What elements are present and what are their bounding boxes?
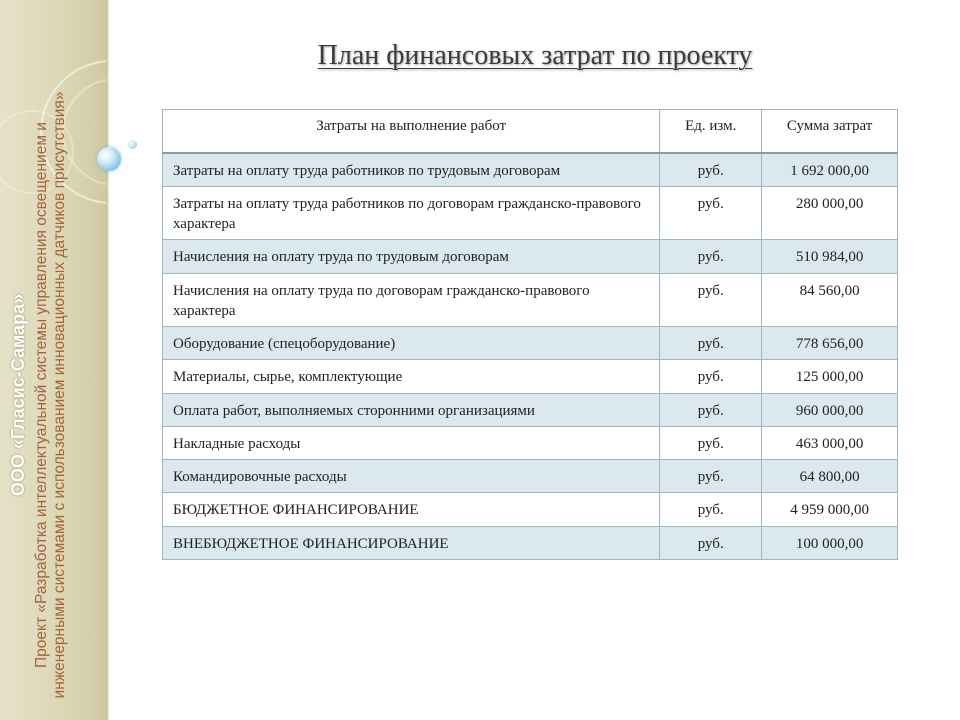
unit-cell: руб. — [660, 493, 762, 526]
table-row — [163, 153, 898, 187]
sum-cell: 125 000,00 — [762, 360, 898, 393]
table-row — [163, 460, 898, 493]
cost-item-cell: Начисления на оплату труда по трудовым договорам — [163, 240, 660, 273]
cost-item-cell: Командировочные расходы — [163, 460, 660, 493]
project-description: Проект «Разработка интеллектуальной системы управления освещением и инженерными системами с использованием инновационных датчиков присутствия» — [32, 91, 68, 699]
sidebar-divider — [106, 0, 109, 720]
unit-cell: руб. — [660, 460, 762, 493]
table-row — [163, 493, 898, 526]
decorative-ring — [62, 78, 106, 186]
header-unit: Ед. изм. — [660, 110, 762, 153]
cost-item-cell: Материалы, сырье, комплектующие — [163, 360, 660, 393]
cost-item-cell: Затраты на оплату труда работников по трудовым договорам — [163, 153, 660, 187]
unit-cell: руб. — [660, 327, 762, 360]
sum-cell: 4 959 000,00 — [762, 493, 898, 526]
unit-cell: руб. — [660, 426, 762, 459]
sum-cell: 84 560,00 — [762, 273, 898, 327]
unit-cell: руб. — [660, 273, 762, 327]
header-cost-item: Затраты на выполнение работ — [163, 110, 660, 153]
sidebar — [0, 0, 106, 720]
sidebar-vertical-text — [8, 85, 68, 705]
cost-item-cell: Начисления на оплату труда по договорам гражданско-правового характера — [163, 273, 660, 327]
table-header-row — [163, 110, 898, 153]
cost-item-cell: Оборудование (спецоборудование) — [163, 327, 660, 360]
page-title: План финансовых затрат по проекту — [317, 40, 753, 71]
sum-cell: 510 984,00 — [762, 240, 898, 273]
unit-cell: руб. — [660, 186, 762, 240]
sum-cell: 778 656,00 — [762, 327, 898, 360]
unit-cell: руб. — [660, 526, 762, 559]
unit-cell: руб. — [660, 153, 762, 187]
sum-cell: 960 000,00 — [762, 393, 898, 426]
table-row — [163, 526, 898, 559]
sum-cell: 64 800,00 — [762, 460, 898, 493]
table-row — [163, 393, 898, 426]
decorative-orb-icon — [97, 147, 121, 171]
table-row — [163, 273, 898, 327]
table-row — [163, 327, 898, 360]
decorative-small-orb-icon — [128, 140, 137, 149]
company-name: ООО «Гласис-Самара» — [8, 293, 28, 497]
costs-table — [162, 109, 898, 560]
table-row — [163, 240, 898, 273]
cost-item-cell: Накладные расходы — [163, 426, 660, 459]
unit-cell: руб. — [660, 360, 762, 393]
cost-item-cell: Затраты на оплату труда работников по договорам гражданско-правового характера — [163, 186, 660, 240]
table-row — [163, 426, 898, 459]
sum-cell: 100 000,00 — [762, 526, 898, 559]
table-row — [163, 360, 898, 393]
unit-cell: руб. — [660, 393, 762, 426]
unit-cell: руб. — [660, 240, 762, 273]
sum-cell: 1 692 000,00 — [762, 153, 898, 187]
cost-item-cell: Оплата работ, выполняемых сторонними организациями — [163, 393, 660, 426]
sum-cell: 280 000,00 — [762, 186, 898, 240]
cost-item-cell: ВНЕБЮДЖЕТНОЕ ФИНАНСИРОВАНИЕ — [163, 526, 660, 559]
sum-cell: 463 000,00 — [762, 426, 898, 459]
header-sum: Сумма затрат — [762, 110, 898, 153]
table-row — [163, 186, 898, 240]
cost-item-cell: БЮДЖЕТНОЕ ФИНАНСИРОВАНИЕ — [163, 493, 660, 526]
